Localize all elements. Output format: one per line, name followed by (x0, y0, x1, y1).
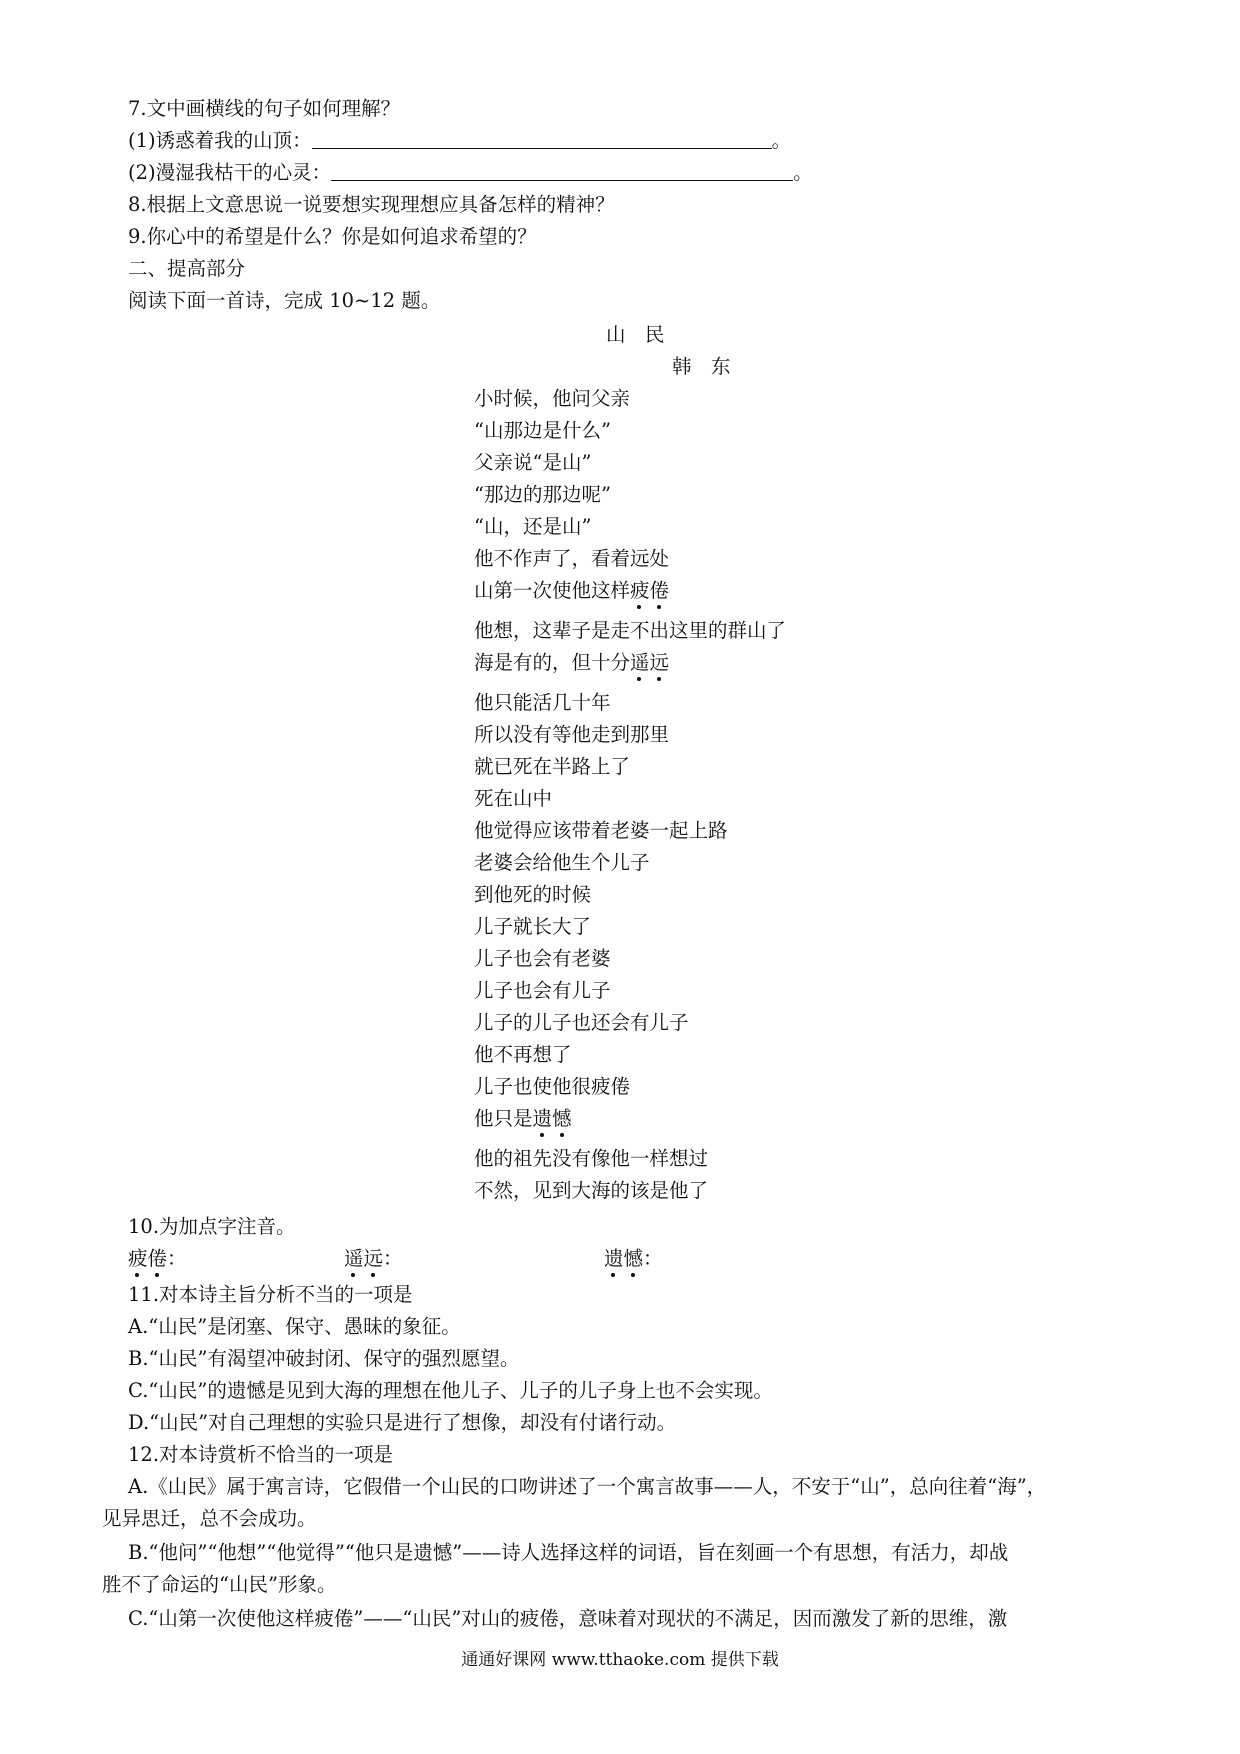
pinyin-item (604, 1246, 663, 1272)
question-7-1 (128, 128, 791, 154)
poem-line: 他觉得应该带着老婆一起上路 (474, 819, 728, 842)
option-b: B.“山民”有渴望冲破封闭、保守的强烈愿望。 (128, 1347, 520, 1370)
poem-line: 小时候，他问父亲 (474, 387, 631, 410)
poem-line: “山，还是山” (474, 515, 592, 538)
colon: ： (167, 1247, 187, 1270)
question-9: 9.你心中的希望是什么？你是如何追求希望的？ (128, 225, 537, 248)
answer-blank[interactable] (331, 180, 793, 181)
pinyin-item (344, 1246, 403, 1272)
question-12: 12.对本诗赏析不恰当的一项是 (128, 1443, 394, 1466)
option-b: B.“他问”“他想”“他觉得”“他只是遗憾”——诗人选择这样的词语，旨在刻画一个有思想，有活力，却战 (128, 1541, 1009, 1564)
poem-line: 到他死的时候 (474, 883, 592, 906)
option-c: C.“山第一次使他这样疲倦”——“山民”对山的疲倦，意味着对现状的不满足，因而激发了新的思维，激 (128, 1607, 1008, 1630)
question-11: 11.对本诗主旨分析不当的一项是 (128, 1283, 413, 1306)
colon: ： (383, 1247, 403, 1270)
dotted-word: 遗憾 (604, 1247, 644, 1270)
page-footer: 通通好课网 www.tthaoke.com 提供下载 (461, 1650, 779, 1670)
pinyin-item (128, 1246, 187, 1272)
poem-line (474, 578, 669, 604)
poem-line: 儿子也会有老婆 (474, 947, 611, 970)
dotted-word: 遥远 (344, 1247, 384, 1270)
question-10: 10.为加点字注音。 (128, 1215, 296, 1238)
period: 。 (793, 161, 813, 184)
question-7-2-label: (2)漫湿我枯干的心灵： (128, 161, 332, 184)
poem-line: 他想，这辈子是走不出这里的群山了 (474, 619, 787, 642)
poem-line: 父亲说“是山” (474, 451, 592, 474)
option-c: C.“山民”的遗憾是见到大海的理想在他儿子、儿子的儿子身上也不会实现。 (128, 1379, 773, 1402)
poem-line: 儿子的儿子也还会有儿子 (474, 1011, 689, 1034)
poem-title: 山 民 (606, 323, 665, 346)
dotted-word: 疲倦 (630, 579, 670, 602)
option-a-cont: 见异思迁，总不会成功。 (102, 1507, 317, 1530)
poem-line: 死在山中 (474, 787, 553, 810)
option-a: A.“山民”是闭塞、保守、愚昧的象征。 (128, 1315, 461, 1338)
colon: ： (643, 1247, 663, 1270)
section-heading: 二、提高部分 (128, 257, 246, 280)
option-a: A.《山民》属于寓言诗，它假借一个山民的口吻讲述了一个寓言故事——人，不安于“山”，总向往着“海”， (128, 1475, 1047, 1498)
question-8: 8.根据上文意思说一说要想实现理想应具备怎样的精神？ (128, 193, 615, 216)
poem-line-text: 他只是 (474, 1107, 533, 1130)
dotted-word: 疲倦 (128, 1247, 168, 1270)
poem-author: 韩 东 (672, 355, 731, 378)
question-7-1-label: (1)诱惑着我的山顶： (128, 129, 312, 152)
poem-line: 他的祖先没有像他一样想过 (474, 1147, 709, 1170)
poem-line: “那边的那边呢” (474, 483, 611, 506)
poem-line (474, 1106, 572, 1132)
dotted-word: 遥远 (630, 651, 670, 674)
poem-line: 就已死在半路上了 (474, 755, 631, 778)
option-d: D.“山民”对自己理想的实验只是进行了想像，却没有付诸行动。 (128, 1411, 677, 1434)
poem-line: 所以没有等他走到那里 (474, 723, 670, 746)
poem-line: “山那边是什么” (474, 419, 611, 442)
question-7-2 (128, 160, 813, 186)
dotted-word: 遗憾 (532, 1107, 572, 1130)
answer-blank[interactable] (312, 148, 772, 149)
poem-line: 儿子也会有儿子 (474, 979, 611, 1002)
poem-line: 不然，见到大海的该是他了 (474, 1179, 709, 1202)
poem-line: 他不作声了，看着远处 (474, 547, 670, 570)
option-b-cont: 胜不了命运的“山民”形象。 (102, 1573, 337, 1596)
poem-line-text: 海是有的，但十分 (474, 651, 631, 674)
poem-line: 儿子也使他很疲倦 (474, 1075, 631, 1098)
question-7: 7.文中画横线的句子如何理解？ (128, 97, 401, 120)
poem-line: 他只能活几十年 (474, 691, 611, 714)
poem-line: 儿子就长大了 (474, 915, 592, 938)
poem-line-text: 山第一次使他这样 (474, 579, 631, 602)
period: 。 (771, 129, 792, 152)
poem-line: 老婆会给他生个儿子 (474, 851, 650, 874)
reading-instruction: 阅读下面一首诗，完成 10~12 题。 (128, 289, 441, 312)
poem-line: 他不再想了 (474, 1043, 572, 1066)
poem-line (474, 650, 669, 676)
